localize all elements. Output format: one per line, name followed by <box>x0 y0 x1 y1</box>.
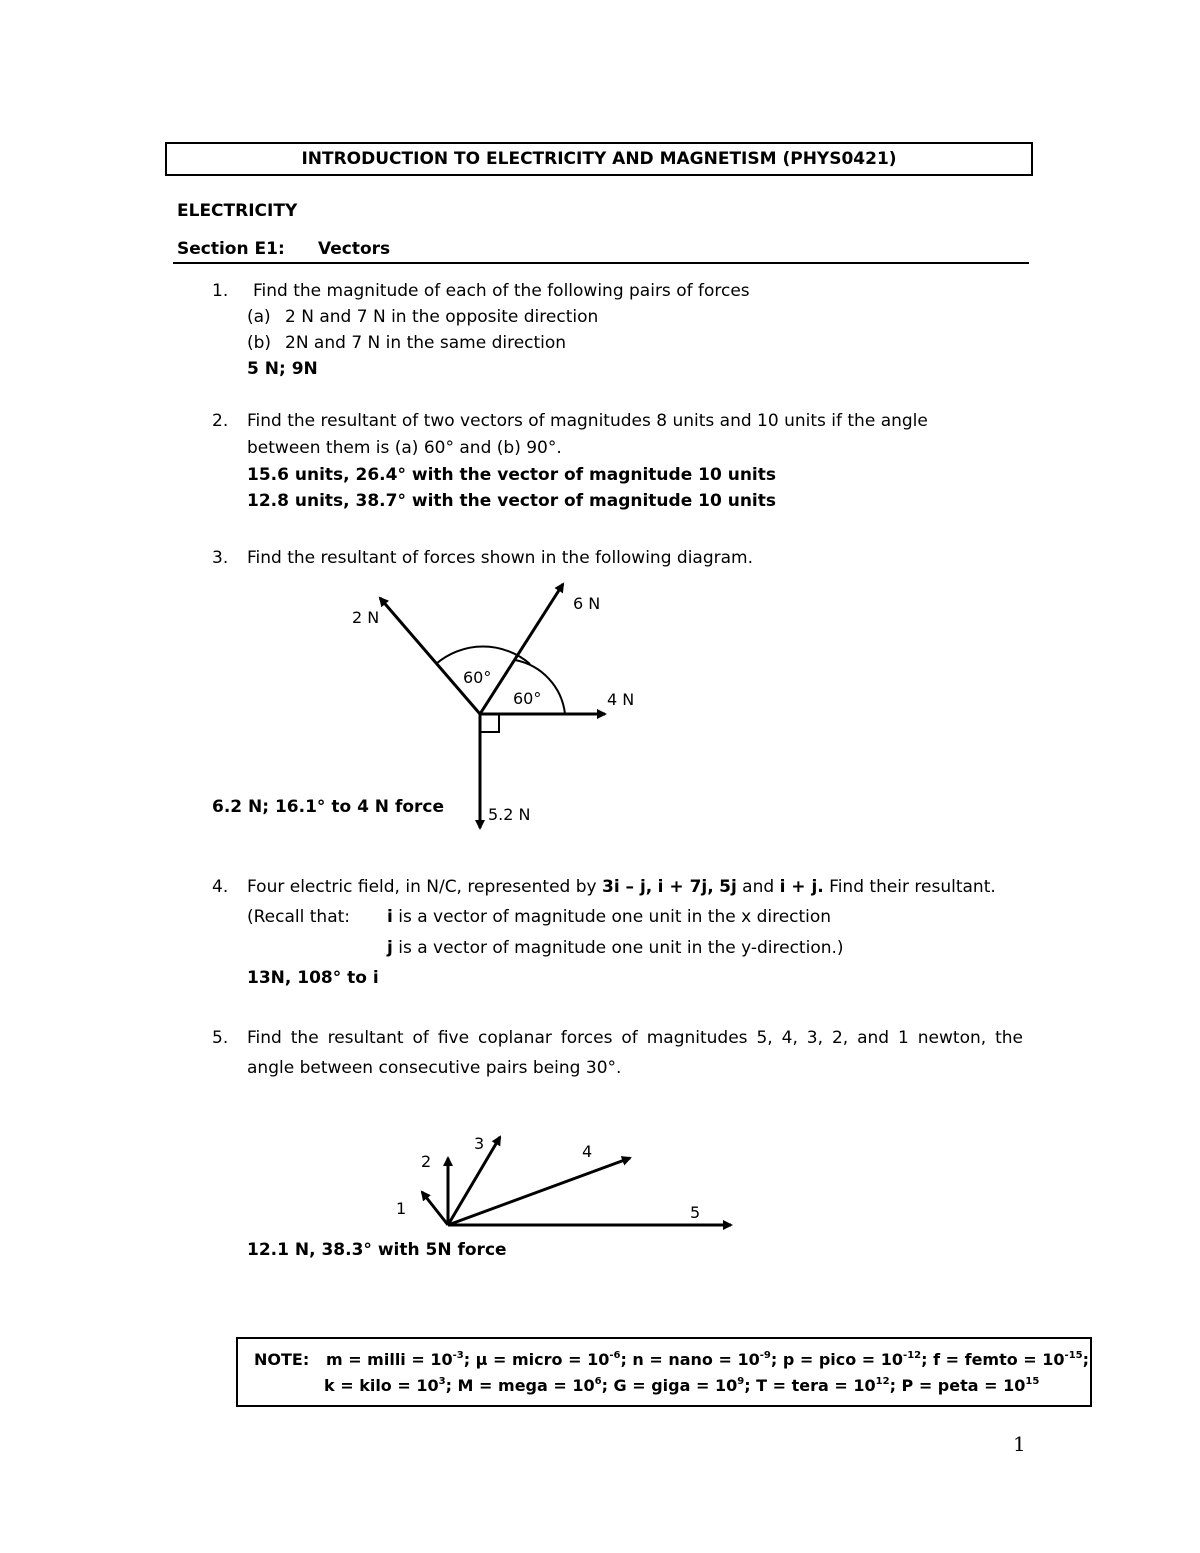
q1-b-text: 2N and 7 N in the same direction <box>285 333 567 353</box>
units-note-box <box>236 1337 1092 1407</box>
q4-v1: 3i – j, <box>601 877 653 897</box>
q3-text: Find the resultant of forces shown in the following diagram. <box>247 548 753 568</box>
q1-answer: 5 N; 9N <box>247 359 318 379</box>
note-mega-exp: 6 <box>594 1376 602 1387</box>
q5-line1: Find the resultant of five coplanar forces of magnitudes 5, 4, 3, 2, and 1 newton, the <box>247 1028 1023 1048</box>
angle-label-1: 60° <box>463 668 492 687</box>
angle-label-2: 60° <box>513 689 542 708</box>
label-6n: 6 N <box>573 594 601 613</box>
note-peta-exp: 15 <box>1025 1376 1040 1387</box>
note-line-2: k = kilo = $10^3$; M = mega = $10^6$; G = giga = $10^9$; T = tera = $10^{12}$; P = peta = $10^{15}$ <box>324 1376 1040 1395</box>
q2-number: 2. <box>212 411 229 431</box>
q4-j-symbol: j <box>387 938 393 958</box>
note-milli-exp: -3 <box>452 1350 464 1361</box>
q4-v2: i + 7j, <box>657 877 714 897</box>
note-pico: p = pico = 10 <box>782 1350 904 1369</box>
title-text: INTRODUCTION TO ELECTRICITY AND MAGNETISM (PHYS0421) <box>301 149 897 169</box>
q4-and: and <box>742 877 775 897</box>
note-pico-exp: -12 <box>903 1350 922 1361</box>
q4-v3: 5j <box>719 877 737 897</box>
section-heading: ELECTRICITY <box>177 201 298 221</box>
q2-line2: between them is (a) 60° and (b) 90°. <box>247 438 562 458</box>
q1-a-text: 2 N and 7 N in the opposite direction <box>285 307 599 327</box>
note-tera-exp: 12 <box>875 1376 890 1387</box>
q4-line1 <box>247 877 996 897</box>
q1-a-label: (a) <box>247 307 271 327</box>
q4-recall: (Recall that: <box>247 907 351 927</box>
q3-number: 3. <box>212 548 229 568</box>
label-4: 4 <box>582 1142 593 1161</box>
note-giga-exp: 9 <box>737 1376 745 1387</box>
label-2: 2 <box>421 1152 432 1171</box>
q3-answer: 6.2 N; 16.1° to 4 N force <box>212 797 445 817</box>
q2-answer1: 15.6 units, 26.4° with the vector of magnitude 10 units <box>247 465 777 485</box>
vector-4 <box>448 1158 630 1225</box>
q4-prefix: Four electric field, in N/C, represented by <box>247 877 597 897</box>
q2-line1: Find the resultant of two vectors of magnitudes 8 units and 10 units if the angle <box>247 411 928 431</box>
q4-j-text: is a vector of magnitude one unit in the y-direction.) <box>398 938 844 958</box>
label-5: 5 <box>690 1203 701 1222</box>
q4-i-text: is a vector of magnitude one unit in the x direction <box>398 907 832 927</box>
q4-v4: i + j. <box>779 877 824 897</box>
page-number: 1 <box>1013 1432 1026 1456</box>
note-mega: M = mega = 10 <box>457 1376 595 1395</box>
note-nano-exp: -9 <box>759 1350 771 1361</box>
note-kilo: k = kilo = 10 <box>324 1376 439 1395</box>
q1-b-label: (b) <box>247 333 272 353</box>
q4-j-def <box>387 938 844 958</box>
vector-1 <box>422 1192 448 1225</box>
q5-number: 5. <box>212 1028 229 1048</box>
note-tera: T = tera = 10 <box>756 1376 876 1395</box>
note-kilo-exp: 3 <box>438 1376 446 1387</box>
vector-2n <box>380 598 480 714</box>
note-peta: P = peta = 10 <box>901 1376 1026 1395</box>
note-giga: G = giga = 10 <box>613 1376 738 1395</box>
section-label: Section E1: <box>177 239 285 259</box>
note-micro-exp: -6 <box>609 1350 621 1361</box>
q5-line2: angle between consecutive pairs being 30°. <box>247 1058 622 1078</box>
q2-answer2: 12.8 units, 38.7° with the vector of magnitude 10 units <box>247 491 777 511</box>
note-line-1: NOTE: m = milli = $10^{-3}$; μ = micro = $10^{-6}$; n = nano = $10^{-9}$; p = pico = $10^{-12}$; f = femto = $10^{-15}$; <box>254 1350 1090 1369</box>
label-2n: 2 N <box>352 608 380 627</box>
q4-i-def <box>387 907 831 927</box>
note-label: NOTE: <box>254 1350 310 1369</box>
note-femto: f = femto = 10 <box>933 1350 1065 1369</box>
note-femto-exp: -15 <box>1064 1350 1083 1361</box>
q5-answer: 12.1 N, 38.3° with 5N force <box>247 1240 507 1260</box>
q4-suffix: Find their resultant. <box>829 877 996 897</box>
right-angle-mark <box>480 714 499 732</box>
label-5-2n: 5.2 N <box>488 805 531 824</box>
q4-answer: 13N, 108° to i <box>247 968 379 988</box>
note-milli: m = milli = 10 <box>325 1350 453 1369</box>
q4-number: 4. <box>212 877 229 897</box>
note-micro: μ = micro = 10 <box>475 1350 610 1369</box>
q1-text: Find the magnitude of each of the following pairs of forces <box>253 281 750 301</box>
q4-i-symbol: i <box>387 907 393 927</box>
angle-arc-1 <box>436 647 530 664</box>
section-name: Vectors <box>318 239 391 259</box>
q1-number: 1. <box>212 281 229 301</box>
label-4n: 4 N <box>607 690 635 709</box>
note-nano: n = nano = 10 <box>632 1350 760 1369</box>
label-1: 1 <box>396 1199 407 1218</box>
label-3: 3 <box>474 1134 485 1153</box>
